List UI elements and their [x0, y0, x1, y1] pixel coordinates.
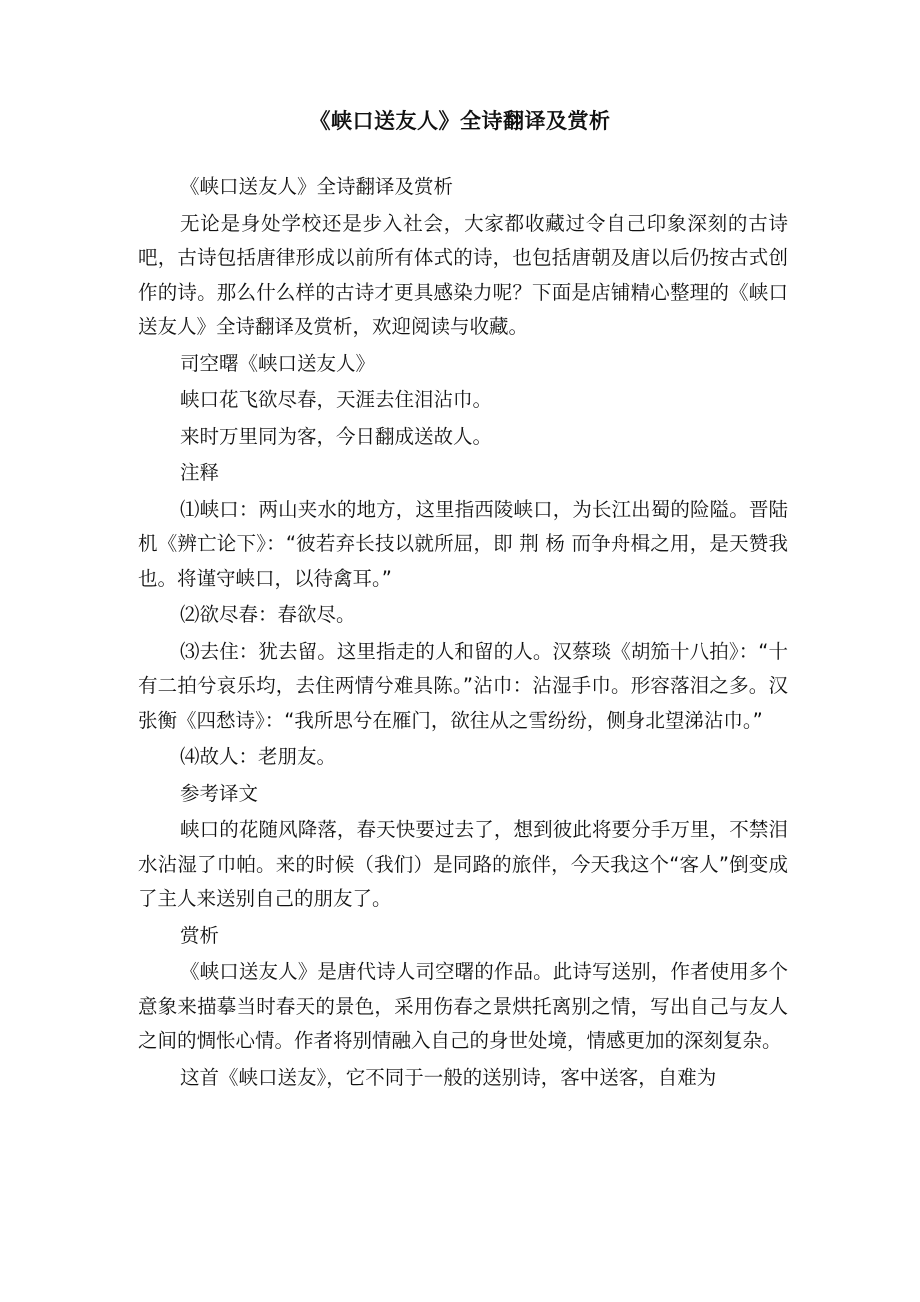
section-heading-translation: 参考译文 — [180, 781, 259, 805]
note-4: ⑷故人：老朋友。 — [180, 745, 337, 768]
appreciation-paragraph-2: 这首《峡口送友》，它不同于一般的送别诗，客中送客，自难为 — [180, 1065, 717, 1089]
poem-line-2: 来时万里同为客，今日翻成送故人。 — [180, 424, 493, 448]
section-heading-appreciation: 赏析 — [180, 923, 220, 947]
note-3: ⑶去住：犹去留。这里指走的人和留的人。汉蔡琰《胡笳十八拍》：“十有二拍兮哀乐均，去住两情兮难具陈。”沾巾：沾湿手巾。形容落泪之多。汉张衡《四愁诗》：“我所思兮在雁门，欲往从之雪纷纷，侧身北望涕沾巾。” — [138, 639, 788, 732]
document-body — [138, 170, 788, 1097]
subtitle-paragraph: 《峡口送友人》全诗翻译及赏析 — [180, 175, 454, 198]
document-title: 《峡口送友人》全诗翻译及赏析 — [309, 109, 611, 133]
note-2: ⑵欲尽春：春欲尽。 — [180, 603, 356, 626]
appreciation-paragraph-1: 《峡口送友人》是唐代诗人司空曙的作品。此诗写送别，作者使用多个意象来描摹当时春天的景色，采用伤春之景烘托离别之情，写出自己与友人之间的惆怅心情。作者将别情融入自己的身世处境，情感更加的深刻复杂。 — [138, 960, 788, 1052]
note-1: ⑴峡口：两山夹水的地方，这里指西陵峡口，为长江出蜀的险隘。晋陆机《辨亡论下》：“彼若弃长技以就所屈，即 荆 杨 而争舟楫之用，是天赞我也。将谨守峡口，以待禽耳。” — [138, 497, 788, 590]
poem-line-1: 峡口花飞欲尽春，天涯去住泪沾巾。 — [180, 388, 493, 411]
intro-paragraph: 无论是身处学校还是步入社会，大家都收藏过令自己印象深刻的古诗吧，古诗包括唐律形成以前所有体式的诗，也包括唐朝及唐以后仍按古式创作的诗。那么什么样的古诗才更具感染力呢？下面是店铺精心整理的《峡口送友人》全诗翻译及赏析，欢迎阅读与收藏。 — [138, 211, 788, 338]
translation-paragraph: 峡口的花随风降落，春天快要过去了，想到彼此将要分手万里，不禁泪水沾湿了巾帕。来的时候（我们）是同路的旅伴，今天我这个“客人”倒变成了主人来送别自己的朋友了。 — [138, 818, 788, 910]
poem-author-title: 司空曙《峡口送友人》 — [180, 351, 376, 375]
section-heading-notes: 注释 — [180, 461, 220, 484]
